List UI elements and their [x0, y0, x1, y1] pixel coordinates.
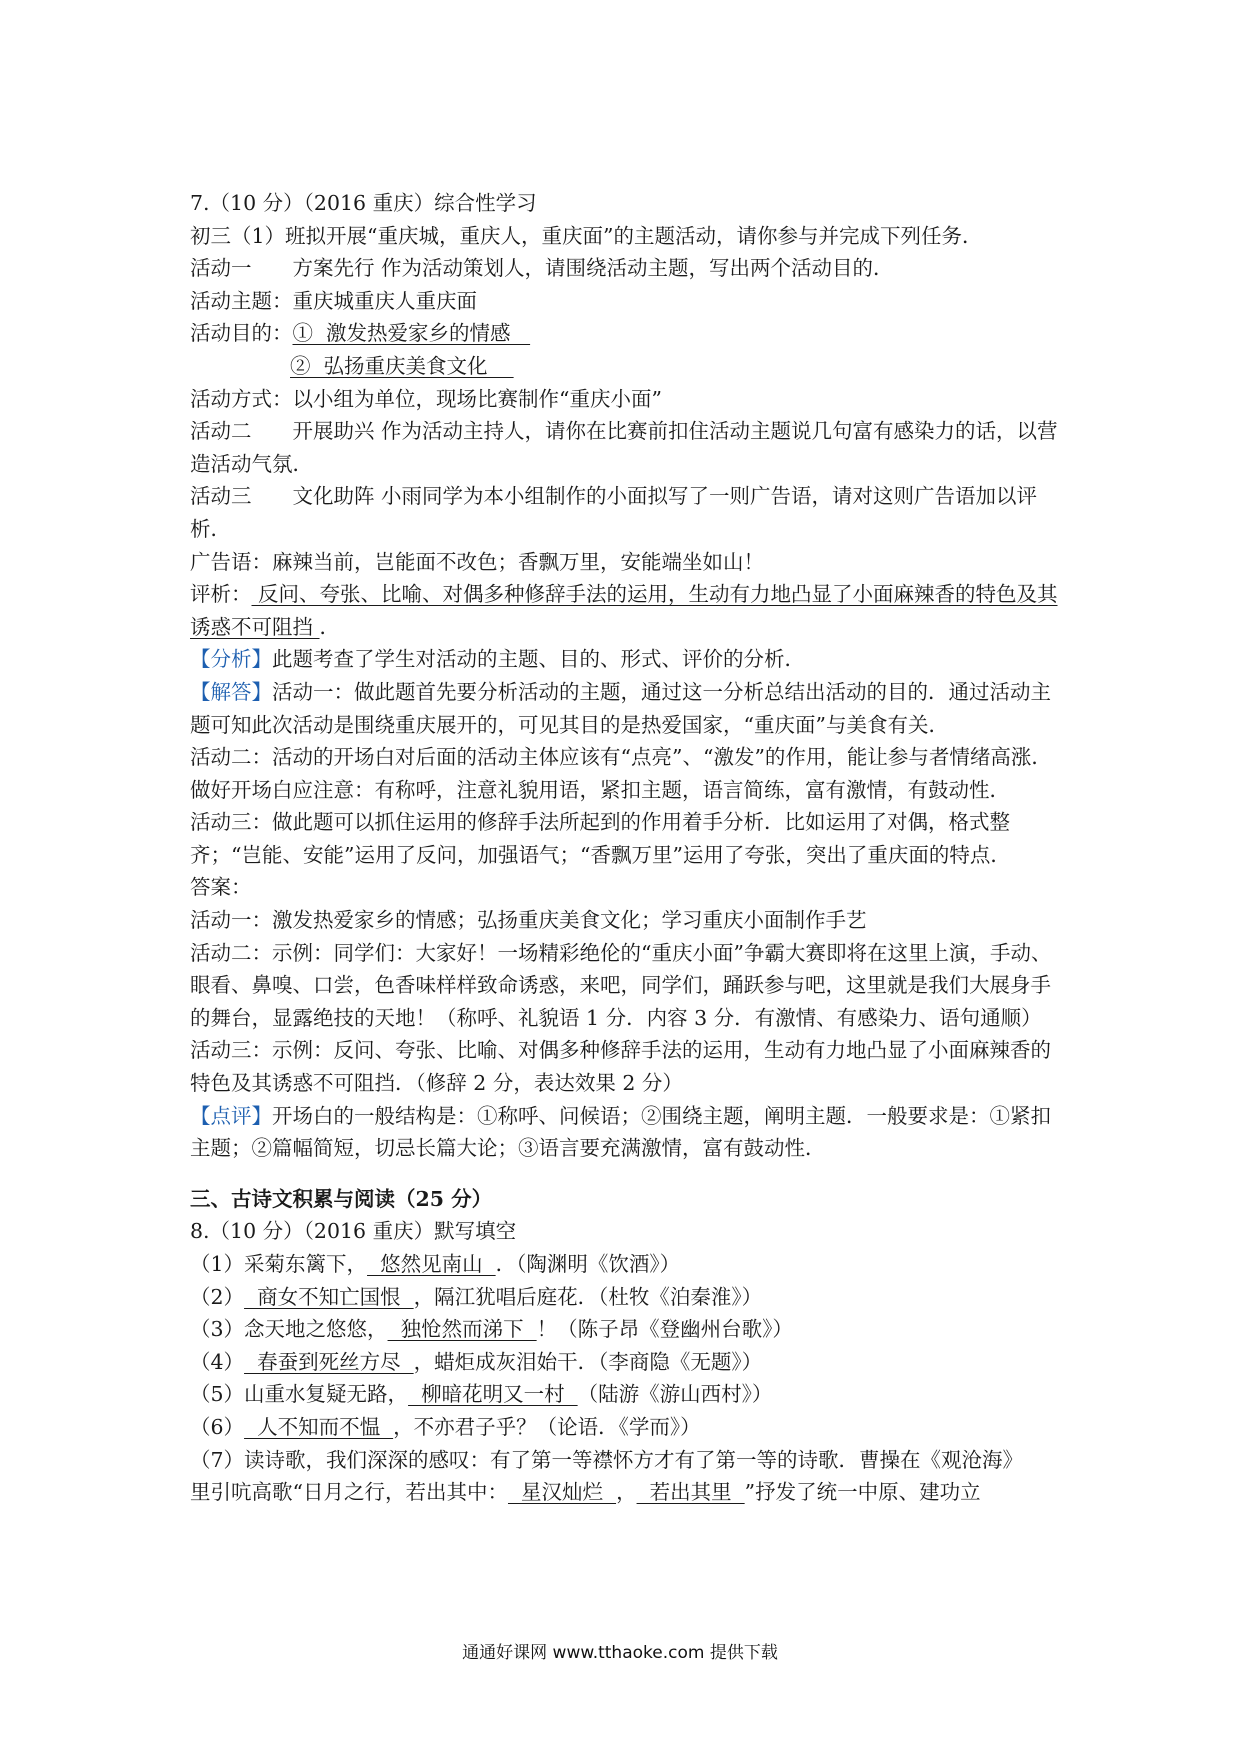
q8-2-answer: 商女不知亡国恨	[244, 1284, 414, 1309]
q8-7-middle: ，	[616, 1480, 637, 1505]
q8-1-suffix: ．（陶渊明《饮酒》）	[495, 1252, 681, 1276]
q7-header: 7.（10 分）（2016 重庆）综合性学习	[190, 191, 537, 215]
q7-answer-2: 活动二：示例：同学们：大家好！一场精彩绝伦的“重庆小面”争霸大赛即将在这里上演，手动、眼看、鼻嗅、口尝，色香味样样致命诱惑，来吧，同学们，踊跃参与吧，这里就是我们大展身手的舞台，显露绝技的天地！（称呼、礼貌语 1 分．内容 3 分．有激情、有感染力、语句通顺）	[190, 940, 1052, 1030]
q8-7-prefix: 里引吭高歌“日月之行，若出其中：	[190, 1480, 508, 1505]
q8-line-5	[190, 1378, 1070, 1411]
page-content	[190, 187, 1070, 1509]
q8-line-7b	[190, 1476, 1070, 1509]
q8-1-prefix: （1）采菊东篱下，	[190, 1252, 368, 1276]
analysis-tag: 【分析】	[190, 647, 272, 672]
q7-activity3: 活动三 文化助阵 小雨同学为本小组制作的小面拟写了一则广告语，请对这则广告语加以评析．	[190, 484, 1038, 541]
comment-tag: 【点评】	[190, 1103, 272, 1128]
q8-7-answer-1: 星汉灿烂	[507, 1480, 617, 1505]
q7-activity2: 活动二 开展助兴 作为活动主持人，请你在比赛前扣住活动主题说几句富有感染力的话，以营造活动气氛．	[190, 419, 1058, 476]
q7-answer-1: 活动一：激发热爱家乡的情感；弘扬重庆美食文化；学习重庆小面制作手艺	[190, 908, 867, 933]
q8-4-suffix: ，蜡炬成灰泪始干．（李商隐《无题》）	[413, 1349, 763, 1374]
q7-ad: 广告语：麻辣当前，岂能面不改色；香飘万里，安能端坐如山！	[190, 549, 764, 574]
q7-theme: 活动主题：重庆城重庆人重庆面	[190, 288, 477, 313]
q7-solution-1	[190, 676, 1070, 741]
q8-6-prefix: （6）	[190, 1414, 245, 1439]
q8-2-suffix: ，隔江犹唱后庭花．（杜牧《泊秦淮》）	[413, 1284, 763, 1309]
q8-5-prefix: （5）山重水复疑无路，	[190, 1382, 409, 1407]
eval-label: 评析：	[190, 582, 252, 607]
section-3-title: 三、古诗文积累与阅读（25 分）	[190, 1186, 493, 1211]
q8-2-prefix: （2）	[190, 1284, 245, 1309]
q8-4-prefix: （4）	[190, 1349, 245, 1374]
q8-3-prefix: （3）念天地之悠悠，	[190, 1317, 388, 1342]
solution-tag: 【解答】	[190, 679, 272, 704]
q8-4-answer: 春蚕到死丝方尽	[244, 1349, 414, 1374]
q8-3-suffix: ！（陈子昂《登幽州台歌》）	[536, 1317, 793, 1342]
q8-line-1	[190, 1248, 1070, 1281]
q8-header: 8.（10 分）（2016 重庆）默写填空	[190, 1219, 517, 1244]
eval-answer: 反问、夸张、比喻、对偶多种修辞手法的运用，生动有力地凸显了小面麻辣香的特色及其诱惑不可阻挡	[190, 582, 1058, 639]
q8-line-4	[190, 1346, 1070, 1379]
q7-intro: 初三（1）班拟开展“重庆城，重庆人，重庆面”的主题活动，请你参与并完成下列任务．	[190, 223, 983, 248]
q8-7-suffix: ”抒发了统一中原、建功立	[744, 1480, 981, 1505]
q8-1-answer: 悠然见南山	[367, 1252, 496, 1276]
purpose-1-answer: 激发热爱家乡的情感	[313, 321, 531, 346]
q7-evaluation	[190, 578, 1070, 643]
purpose-2-answer: 弘扬重庆美食文化	[310, 353, 514, 378]
q7-answer-label: 答案：	[190, 875, 252, 900]
q8-7-answer-2: 若出其里	[636, 1480, 745, 1505]
q8-3-answer: 独怆然而涕下	[387, 1317, 537, 1342]
q8-line-3	[190, 1313, 1070, 1346]
purpose-1-number: ①	[292, 321, 313, 346]
purpose-2-number: ②	[290, 353, 311, 378]
comment-text: 开场白的一般结构是：①称呼、问候语；②围绕主题，阐明主题．一般要求是：①紧扣主题；②篇幅简短，切忌长篇大论；③语言要充满激情，富有鼓动性．	[190, 1103, 1051, 1161]
analysis-text: 此题考查了学生对活动的主题、目的、形式、评价的分析．	[272, 647, 805, 672]
q7-purpose-2	[190, 350, 1070, 383]
purpose-label: 活动目的：	[190, 321, 293, 346]
eval-end: ．	[319, 614, 341, 639]
q7-method: 活动方式：以小组为单位，现场比赛制作“重庆小面”	[190, 386, 662, 411]
q7-purpose-1	[190, 317, 1070, 350]
q8-5-answer: 柳暗花明又一村	[408, 1382, 578, 1407]
page-footer: 通通好课网 www.tthaoke.com 提供下载	[462, 1643, 778, 1663]
q7-solution-2: 活动二：活动的开场白对后面的活动主体应该有“点亮”、“激发”的作用，能让参与者情绪高涨．做好开场白应注意：有称呼，注意礼貌用语，紧扣主题，语言简练，富有激情，有鼓动性．	[190, 745, 1052, 802]
q8-line-6	[190, 1411, 1070, 1444]
q8-line-7a: （7）读诗歌，我们深深的感叹：有了第一等襟怀方才有了第一等的诗歌．曹操在《观沧海》	[190, 1447, 1024, 1472]
solution-1-text: 活动一：做此题首先要分析活动的主题，通过这一分析总结出活动的目的．通过活动主题可知此次活动是围绕重庆展开的，可见其目的是热爱国家，“重庆面”与美食有关．	[190, 679, 1051, 737]
q8-5-suffix: （陆游《游山西村》）	[577, 1382, 773, 1407]
q7-comment	[190, 1100, 1070, 1165]
q8-line-2	[190, 1281, 1070, 1314]
q8-6-answer: 人不知而不愠	[244, 1414, 394, 1439]
q8-6-suffix: ，不亦君子乎？（论语．《学而》）	[393, 1414, 701, 1439]
q7-activity1: 活动一 方案先行 作为活动策划人，请围绕活动主题，写出两个活动目的．	[190, 256, 894, 281]
q7-analysis	[190, 643, 1070, 676]
q7-solution-3: 活动三：做此题可以抓住运用的修辞手法所起到的作用着手分析．比如运用了对偶，格式整齐；“岂能、安能”运用了反问，加强语气；“香飘万里”运用了夸张，突出了重庆面的特点．	[190, 810, 1011, 867]
q7-answer-3: 活动三：示例：反问、夸张、比喻、对偶多种修辞手法的运用，生动有力地凸显了小面麻辣香的特色及其诱惑不可阻挡．（修辞 2 分，表达效果 2 分）	[190, 1038, 1051, 1096]
